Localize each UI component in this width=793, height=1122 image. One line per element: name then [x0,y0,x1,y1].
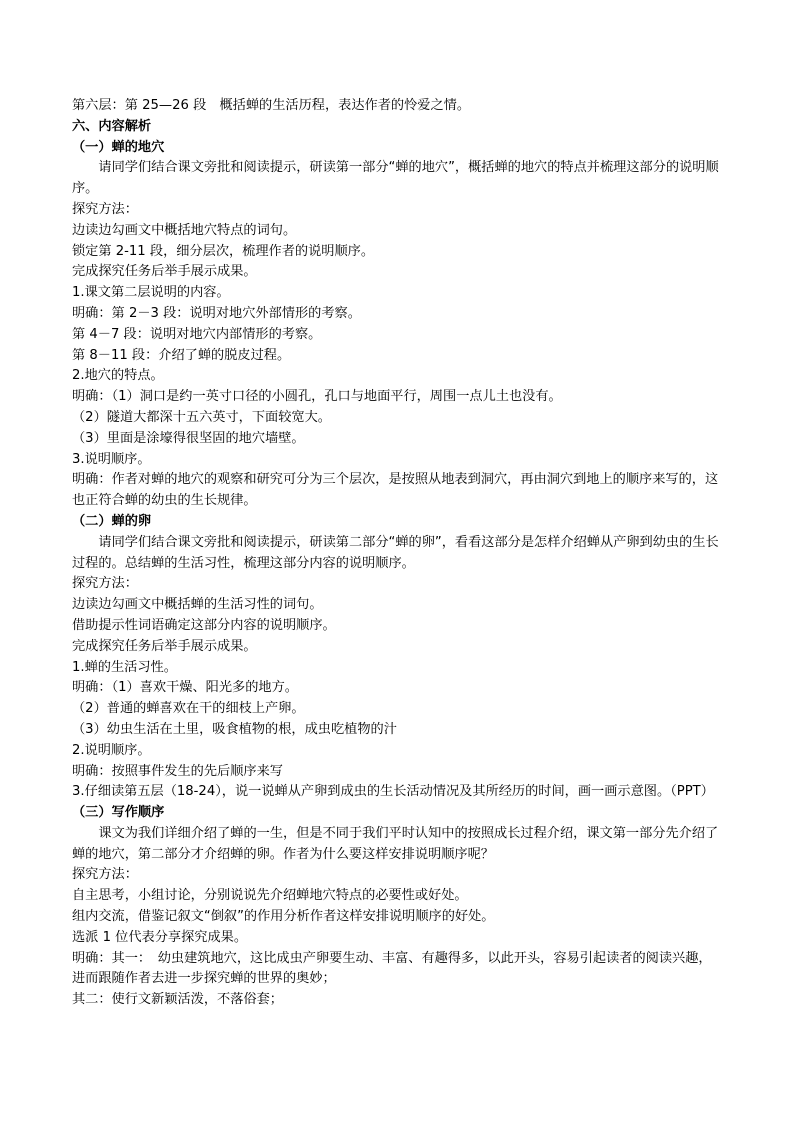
text-line: 3.仔细读第五层（18-24），说一说蝉从产卵到成虫的生长活动情况及其所经历的时间，画一画示意图。（PPT） [72,784,714,800]
text-line: 探究方法： [72,201,138,217]
text-line: 请同学们结合课文旁批和阅读提示，研读第二部分“蝉的卵”，看看这部分是怎样介绍蝉从产卵到幼虫的生长过程的。总结蝉的生活习性，梳理这部分内容的说明顺序。 [72,534,719,571]
text-line: 课文为我们详细介绍了蝉的一生，但是不同于我们平时认知中的按照成长过程介绍，课文第一部分先介绍了蝉的地穴，第二部分才介绍蝉的卵。作者为什么要这样安排说明顺序呢？ [72,825,719,862]
text-line: （2）隧道大都深十五六英寸，下面较宽大。 [72,409,331,425]
text-line: 选派 1 位代表分享探究成果。 [72,929,248,945]
text-line: 第六层：第 25—26 段 概括蝉的生活历程，表达作者的怜爱之情。 [72,98,471,113]
section-heading: 六、内容解析 [72,118,152,134]
text-line: 第 4－7 段：说明对地穴内部情形的考察。 [72,326,322,342]
text-line: 探究方法： [72,867,138,883]
text-line: 完成探究任务后举手展示成果。 [72,264,257,280]
text-line: 2.说明顺序。 [72,742,151,758]
text-line: 3.说明顺序。 [72,451,151,467]
text-line: 明确：（1）喜欢干燥、阳光多的地方。 [72,680,298,696]
text-line: 明确：按照事件发生的先后顺序来写 [72,763,283,779]
text-line: 自主思考，小组讨论，分别说说先介绍蝉地穴特点的必要性或好处。 [72,888,468,904]
text-line: 第 8－11 段：介绍了蝉的脱皮过程。 [72,347,291,363]
text-line: 边读边勾画文中概括蝉的生活习性的词句。 [72,597,323,613]
text-line: 请同学们结合课文旁批和阅读提示，研读第一部分“蝉的地穴”，概括蝉的地穴的特点并梳理这部分的说明顺序。 [72,160,719,197]
text-line: 1.蝉的生活习性。 [72,659,177,675]
section-heading: （二）蝉的卵 [72,513,152,529]
text-line: 边读边勾画文中概括地穴特点的词句。 [72,222,297,238]
text-line: 借助提示性词语确定这部分内容的说明顺序。 [72,617,336,633]
document-page [72,96,724,1011]
text-line: 明确：作者对蝉的地穴的观察和研究可分为三个层次，是按照从地表到洞穴，再由洞穴到地上的顺序来写的，这也正符合蝉的幼虫的生长规律。 [72,472,719,509]
text-line: 1.课文第二层说明的内容。 [72,285,230,301]
text-line: （2）普通的蝉喜欢在干的细枝上产卵。 [72,701,305,717]
section-heading: （一）蝉的地穴 [72,139,165,155]
text-line: 明确：第 2－3 段：说明对地穴外部情形的考察。 [72,305,361,321]
text-line: 锁定第 2-11 段，细分层次，梳理作者的说明顺序。 [72,243,375,259]
text-line: 组内交流，借鉴记叙文“倒叙”的作用分析作者这样安排说明顺序的好处。 [72,909,495,925]
text-line: 明确：（1）洞口是约一英寸口径的小圆孔，孔口与地面平行，周围一点儿土也没有。 [72,389,562,405]
section-heading: （三）写作顺序 [72,805,165,821]
text-line: 2.地穴的特点。 [72,368,164,384]
text-line: 其二：使行文新颖活泼，不落俗套； [72,992,283,1008]
text-line: （3）里面是涂壕得很坚固的地穴墙壁。 [72,430,305,446]
text-line: （3）幼虫生活在土里，吸食植物的根，成虫吃植物的汁 [72,721,397,737]
text-line: 探究方法： [72,576,138,592]
text-line: 明确：其一： 幼虫建筑地穴，这比成虫产卵要生动、丰富、有趣得多，以此开头，容易引起读者的阅读兴趣，进而跟随作者去进一步探究蝉的世界的奥妙； [72,950,712,987]
text-line: 完成探究任务后举手展示成果。 [72,638,257,654]
